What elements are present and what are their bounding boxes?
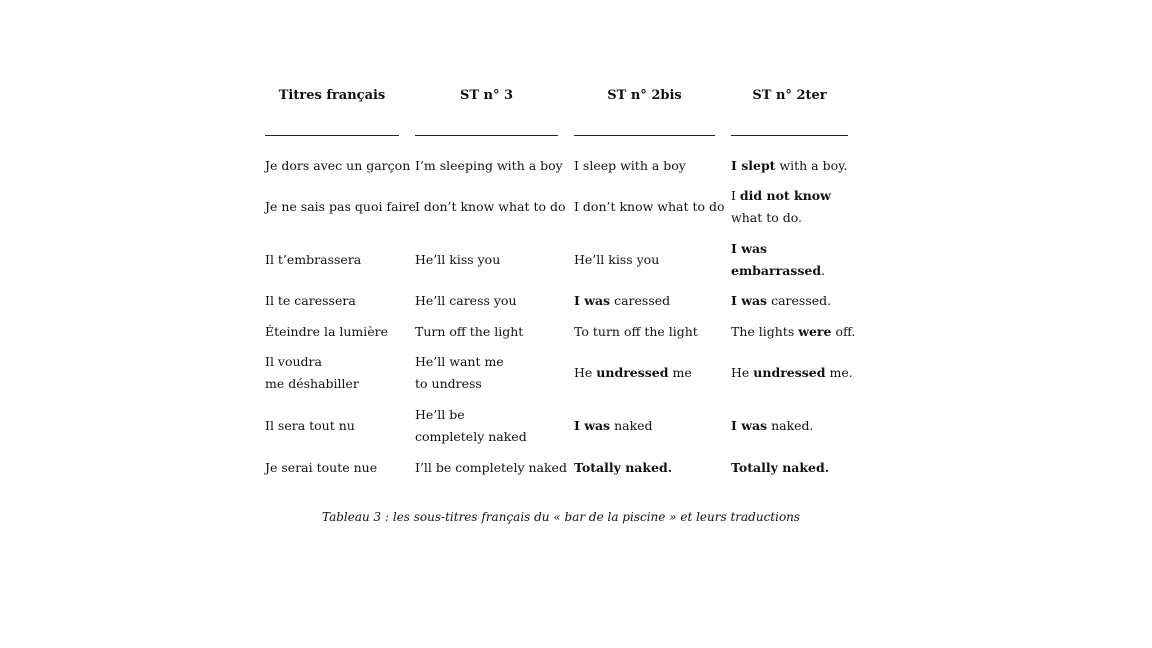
table-cell: He undressed me. [731, 365, 853, 380]
table-cell: I don’t know what to do [415, 199, 566, 214]
table-cell: Il te caressera [265, 293, 356, 308]
table-cell: I was caressed [574, 293, 671, 308]
table-cell: I slept with a boy. [731, 158, 848, 173]
table-cell: He’ll caress you [415, 293, 517, 308]
table-cell: I sleep with a boy [574, 158, 686, 173]
column-header: ST n° 2ter [752, 88, 827, 103]
table-cell: He’ll be completely naked [415, 407, 527, 444]
table-cell: Turn off the light [415, 324, 524, 339]
table-cell: I was naked [574, 418, 653, 433]
table-cell: I did not know what to do. [731, 188, 831, 225]
table-cell: I was caressed. [731, 293, 832, 308]
table-cell: I don’t know what to do [574, 199, 725, 214]
table-cell: Je serai toute nue [265, 460, 378, 475]
table-cell: Totally naked. [574, 460, 673, 475]
table-cell: To turn off the light [574, 324, 698, 339]
table-cell: He’ll want me to undress [415, 354, 504, 391]
table-cell: Éteindre la lumière [265, 324, 389, 339]
table-cell: He’ll kiss you [415, 252, 501, 267]
column-header: ST n° 3 [459, 88, 514, 103]
table-cell: Il sera tout nu [265, 418, 355, 433]
header-rule [415, 135, 558, 136]
column-header: ST n° 2bis [607, 88, 682, 103]
table-cell: Je ne sais pas quoi faire [265, 199, 416, 214]
table-cell: I was naked. [731, 418, 814, 433]
table-cell: I was embarrassed. [731, 241, 826, 278]
column-header: Titres français [278, 88, 386, 103]
header-rule [574, 135, 715, 136]
header-rule [731, 135, 848, 136]
table-cell: He’ll kiss you [574, 252, 660, 267]
table-cell: I’m sleeping with a boy [415, 158, 563, 173]
header-rule [265, 135, 399, 136]
table-cell: I’ll be completely naked [415, 460, 567, 475]
table-cell: Il voudra me déshabiller [265, 354, 359, 391]
table-cell: Je dors avec un garçon [265, 158, 411, 173]
table-caption: Tableau 3 : les sous-titres français du « bar de la piscine » et leurs traductions [322, 510, 801, 524]
table-cell: Totally naked. [731, 460, 830, 475]
translation-table [265, 0, 865, 648]
table-cell: The lights were off. [731, 324, 856, 339]
table-cell: Il t’embrassera [265, 252, 362, 267]
table-cell: He undressed me [574, 365, 692, 380]
